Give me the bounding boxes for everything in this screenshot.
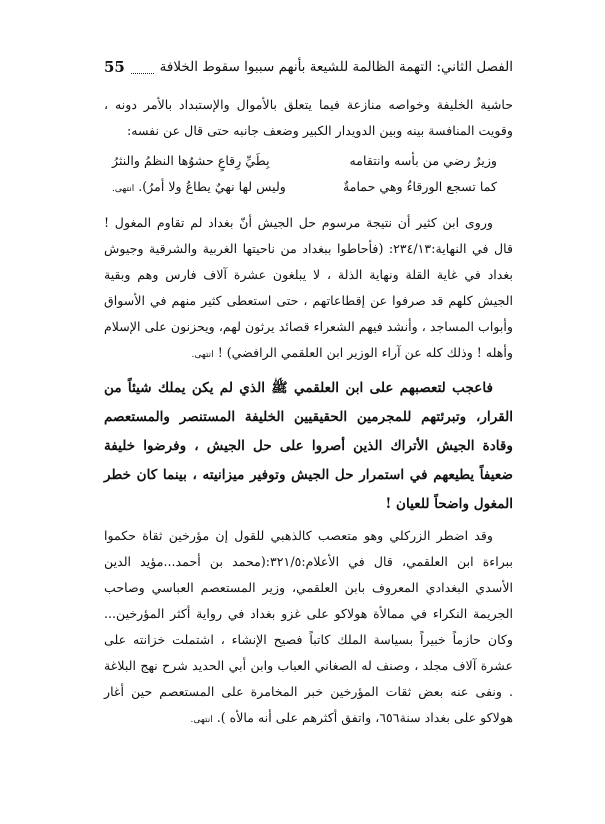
quote-end-marker: انتهى. (191, 350, 214, 360)
paragraph-1: حاشية الخليفة وخواصه منازعة فيما يتعلق بالأموال والإستبداد بالأمر دونه ، وقويت المنافسة بينه وبين الدويدار الكبير وضعف جانبه حتى قال عن نفسه: (104, 97, 513, 138)
quote-end-marker: انتهى. (112, 184, 135, 194)
poem-verse-1 (104, 148, 513, 174)
paragraph-4: وقد اضطر الزركلي وهو متعصب كالذهبي للقول إن مؤرخين ثقاة حكموا ببراءة ابن العلقمي، قال في الأعلام:٣٢١/٥:(محمد بن أحمد...مؤيد الدين الأسدي البغدادي المعروف بابن العلقمي، وزير المستعصم العباسي وصاحب الجريمة النكراء في ممالأة هولاكو على غزو بغداد في رواية أكثر المؤرخين... وكان حازماً خبيراً بسياسة الملك كاتباً فصيح الإنشاء ، اشتملت خزانته على عشرة آلاف مجلد ، وصنف له الصغاني العباب وابن أبي الحديد شرح نهج البلاغة . ونفى عنه بعض ثقات المؤرخين خبر المخامرة على المستعصم حين أغار هولاكو على بغداد سنة٦٥٦، واتفق أكثرهم على أنه مالأه ). انتهى. (104, 528, 513, 725)
page-number: 55 (104, 58, 125, 76)
running-header (104, 58, 513, 76)
poem-block (104, 148, 513, 202)
verse-2-second-hemistich: وليس لها نهيٌ يطاعُ ولا أمرُ). انتهى. (112, 174, 286, 202)
verse-1-first-hemistich: وزيرٌ رضي من بأسه وانتقامه (349, 153, 497, 168)
header-dotted-leader (131, 61, 154, 74)
verse-1-second-hemistich: بِطَيِّ رِقاعٍ حشوُها النظمُ والنثرُ (112, 153, 270, 168)
paragraph-3-emphasis: فاعجب لتعصبهم على ابن العلقمي ﷺ الذي لم يكن يملك شيئاً من القرار، وتبرئتهم للمجرمين الحقيقيين الخليفة المستنصر والمستعصم وقادة الجيش الأتراك الذين أصروا على حل الجيش ، وفرضوا خليفة ضعيفاً يطيعهم في استمرار حل الجيش وتوفير ميزانيته ، بينما كان خطر المغول واضحاً للعيان ! (104, 380, 513, 512)
chapter-title: الفصل الثاني: التهمة الظالمة للشيعة بأنهم سببوا سقوط الخلافة (159, 59, 513, 75)
poem-verse-2 (104, 174, 513, 202)
paragraph-2: وروى ابن كثير أن نتيجة مرسوم حل الجيش أنّ بغداد لم تقاوم المغول ! قال في النهاية:٢٣٤/١٣: (فأحاطوا ببغداد من ناحيتها الغربية والشرقية وجيوش بغداد في غاية القلة ونهاية الذلة ، لا يبلغون عشرة آلاف فارس وهم وبقية الجيش كلهم قد صرفوا عن إقطاعاتهم ، حتى استعطى كثير منهم في الأسواق وأبواب المساجد ، وأنشد فيهم الشعراء قصائد يرثون لهم، ويحزنون على الإسلام وأهله ! وذلك كله عن آراء الوزير ابن العلقمي الرافضي) ! انتهى. (104, 215, 514, 360)
quote-end-marker: انتهى. (190, 715, 213, 725)
verse-2-first-hemistich: كما تسجع الورقاءُ وهي حمامةٌ (342, 179, 497, 194)
